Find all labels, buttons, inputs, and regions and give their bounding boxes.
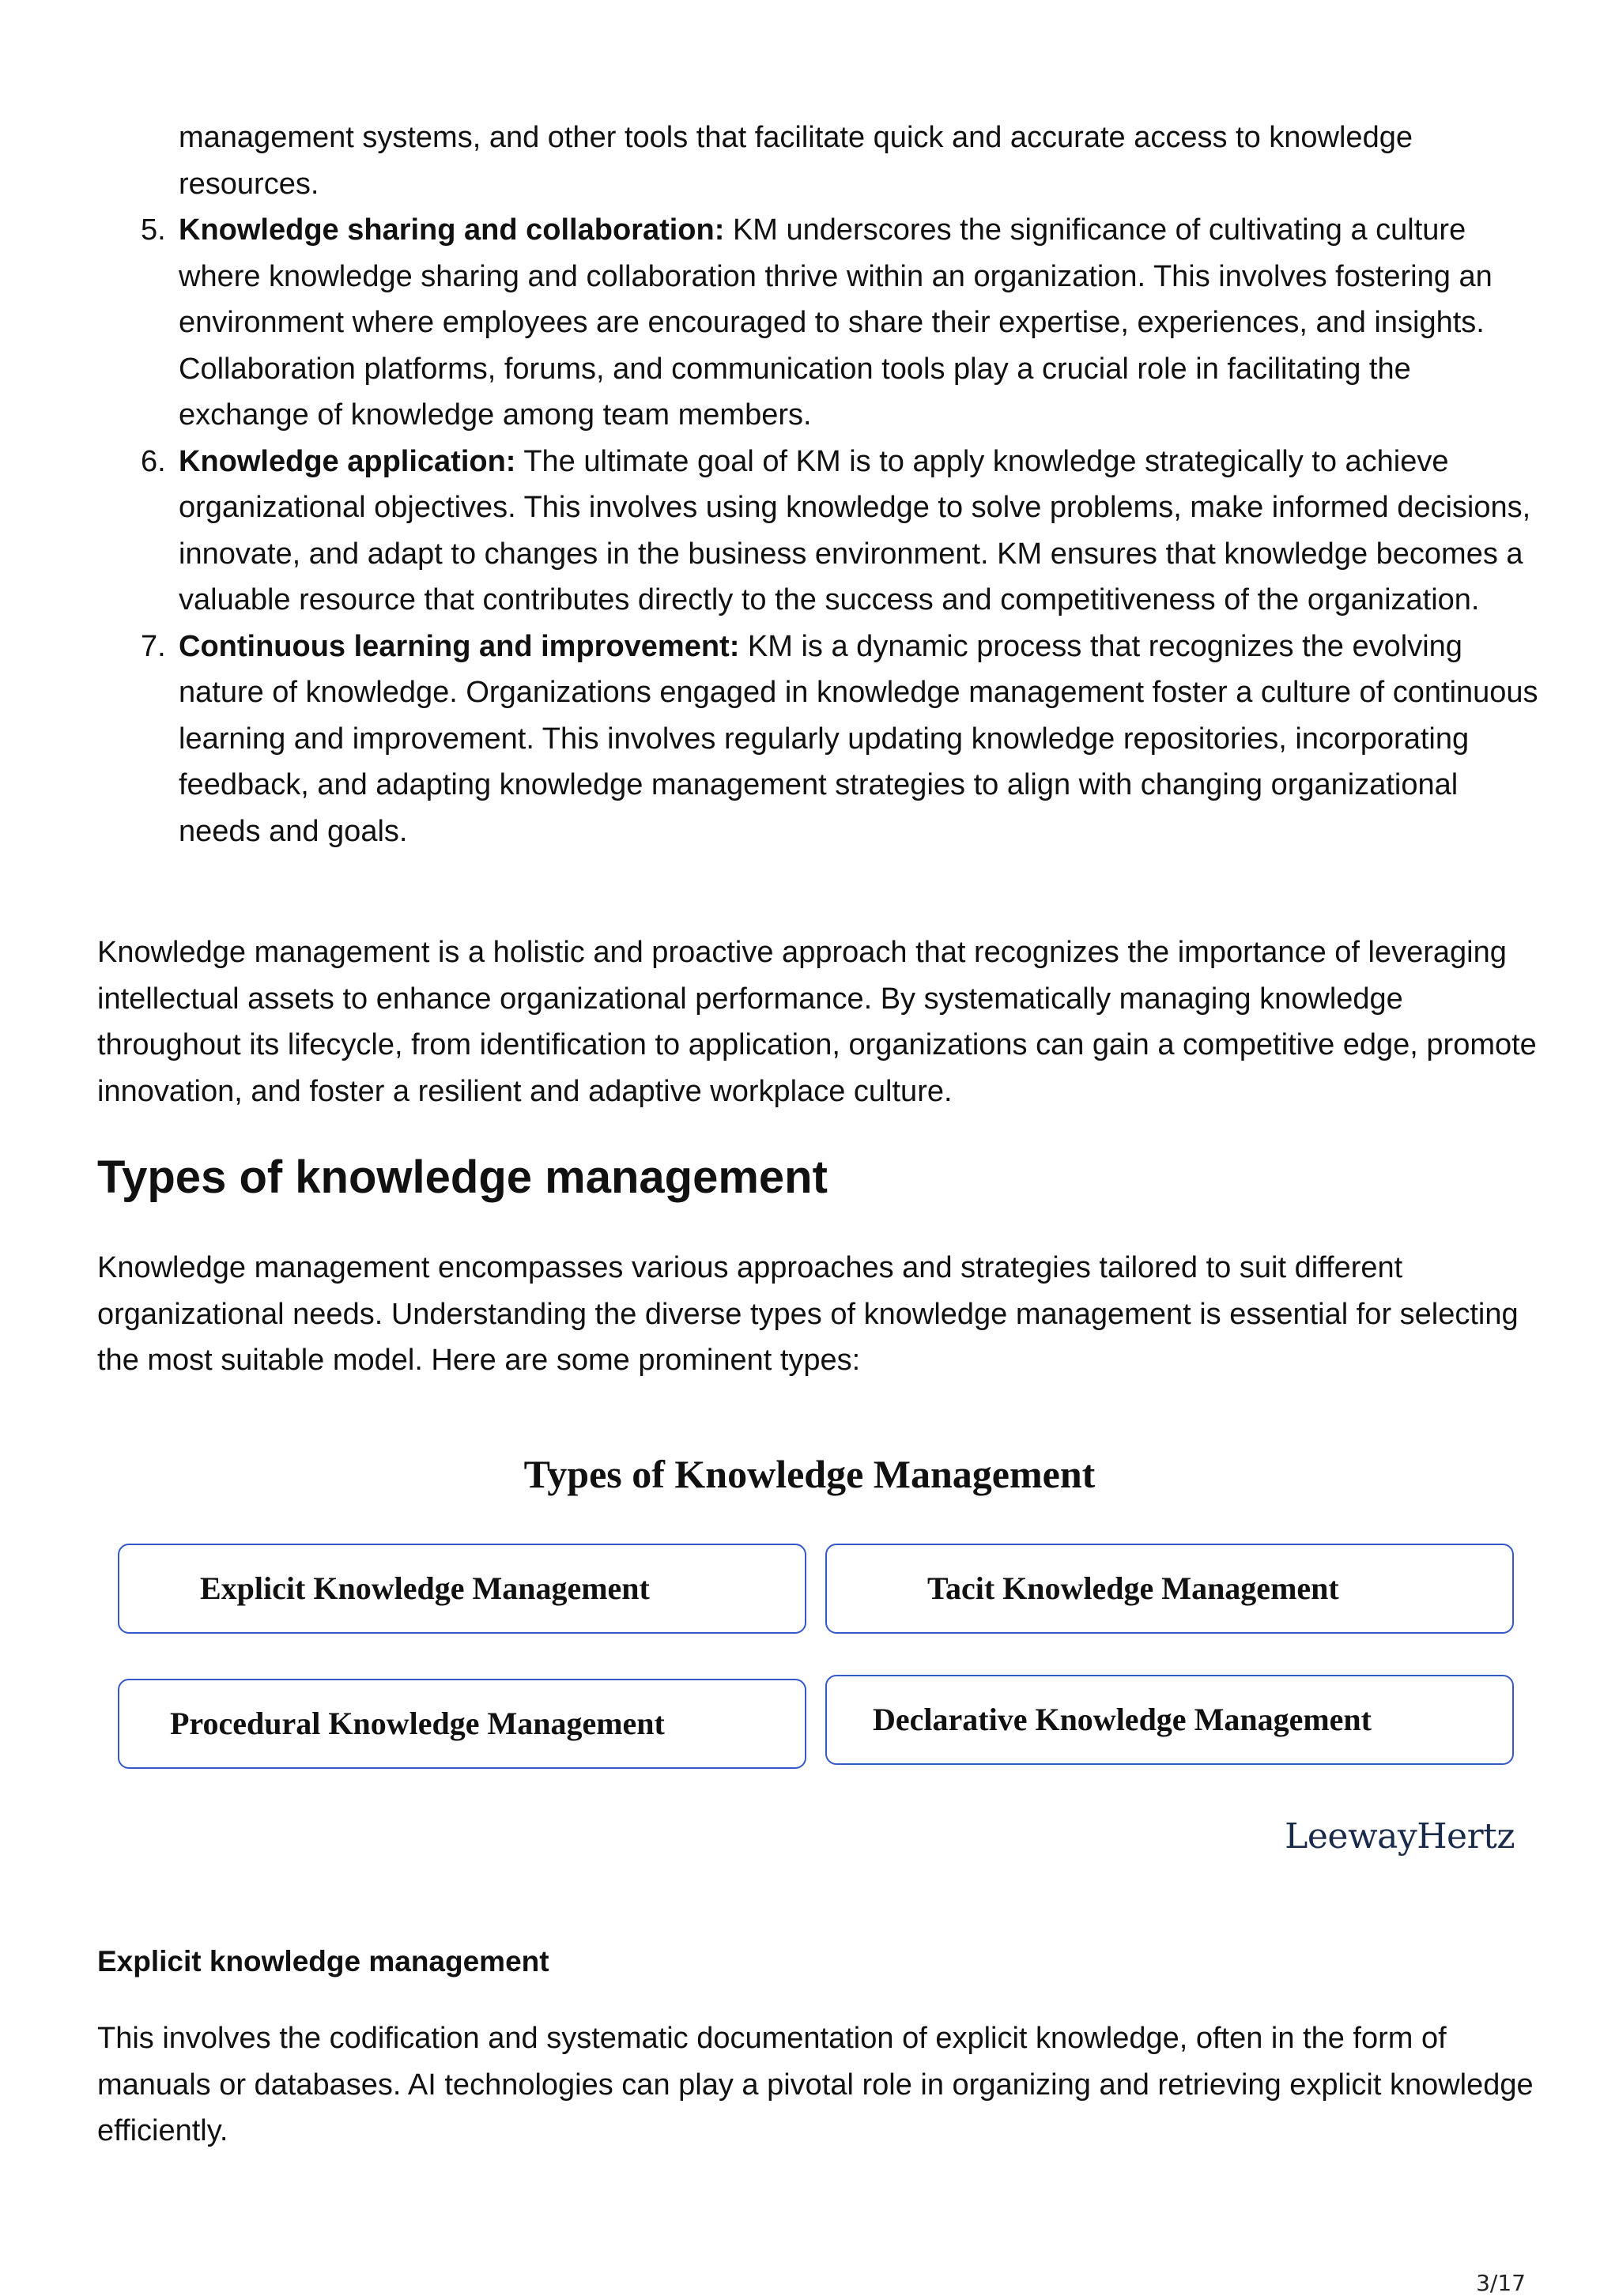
list-item-number: 5. xyxy=(141,213,166,247)
list-item-title: Knowledge application: xyxy=(179,444,516,478)
list-item xyxy=(141,439,1538,624)
list-item-number: 7. xyxy=(141,629,166,663)
summary-paragraph: Knowledge management is a holistic and proactive approach that recognizes the importance of leveraging intellectual assets to enhance organizational performance. By systematically managing knowledge throughout its lifecycle, from identification to application, organizations can gain a competitive edge, promote innovation, and foster a resilient and adaptive workplace culture. xyxy=(97,936,1537,1108)
figure-box-label: Declarative Knowledge Management xyxy=(873,1702,1372,1737)
subsection-heading: Explicit knowledge management xyxy=(97,1945,549,1977)
list-item-text: KM underscores the significance of cultivating a culture where knowledge sharing and collaboration thrive within an organization. This involves fostering an environment where employees are encouraged to share their expertise, experiences, and insights. Collaboration platforms, forums, and communication tools play a crucial role in facilitating the exchange of knowledge among team members. xyxy=(179,213,1493,432)
tacit-km-box xyxy=(825,1544,1514,1634)
explicit-km-box xyxy=(118,1544,806,1634)
figure-box-label: Procedural Knowledge Management xyxy=(170,1706,665,1741)
page-number: 3/17 xyxy=(1476,2270,1526,2296)
subsection-paragraph: This involves the codification and systematic documentation of explicit knowledge, often in the form of manuals or databases. AI technologies can play a pivotal role in organizing and retrieving explicit knowledge efficiently. xyxy=(97,2022,1534,2147)
procedural-km-box xyxy=(118,1679,806,1769)
list-item xyxy=(141,624,1538,855)
numbered-list xyxy=(141,207,1538,854)
figure-title: Types of Knowledge Management xyxy=(523,1452,1096,1496)
list-item-text: KM is a dynamic process that recognizes the evolving nature of knowledge. Organizations engaged in knowledge management foster a culture of continuous learning and improvement. This involves regularly updating knowledge repositories, incorporating feedback, and adapting knowledge management strategies to align with changing organizational needs and goals. xyxy=(179,629,1538,848)
list-item-title: Knowledge sharing and collaboration: xyxy=(179,213,725,247)
figure-box-label: Tacit Knowledge Management xyxy=(927,1570,1339,1606)
section-heading: Types of knowledge management xyxy=(97,1152,828,1203)
list-item xyxy=(141,207,1538,439)
leewayhertz-logo: LeewayHertz xyxy=(1285,1816,1515,1857)
list-item-number: 6. xyxy=(141,444,166,478)
declarative-km-box xyxy=(825,1675,1514,1765)
figure-box-label: Explicit Knowledge Management xyxy=(200,1570,650,1606)
list-item-text: The ultimate goal of KM is to apply knowledge strategically to achieve organizational objectives. This involves using knowledge to solve problems, make informed decisions, innovate, and adapt to changes in the business environment. KM ensures that knowledge becomes a valuable resource that contributes directly to the success and competitiveness of the organization. xyxy=(179,444,1531,616)
list-item-title: Continuous learning and improvement: xyxy=(179,629,740,663)
section-intro-paragraph: Knowledge management encompasses various approaches and strategies tailored to suit different organizational needs. Understanding the diverse types of knowledge management is essential for selecting the most suitable model. Here are some prominent types: xyxy=(97,1251,1519,1377)
continued-list-text: management systems, and other tools that facilitate quick and accurate access to knowledge resources. xyxy=(179,121,1413,201)
